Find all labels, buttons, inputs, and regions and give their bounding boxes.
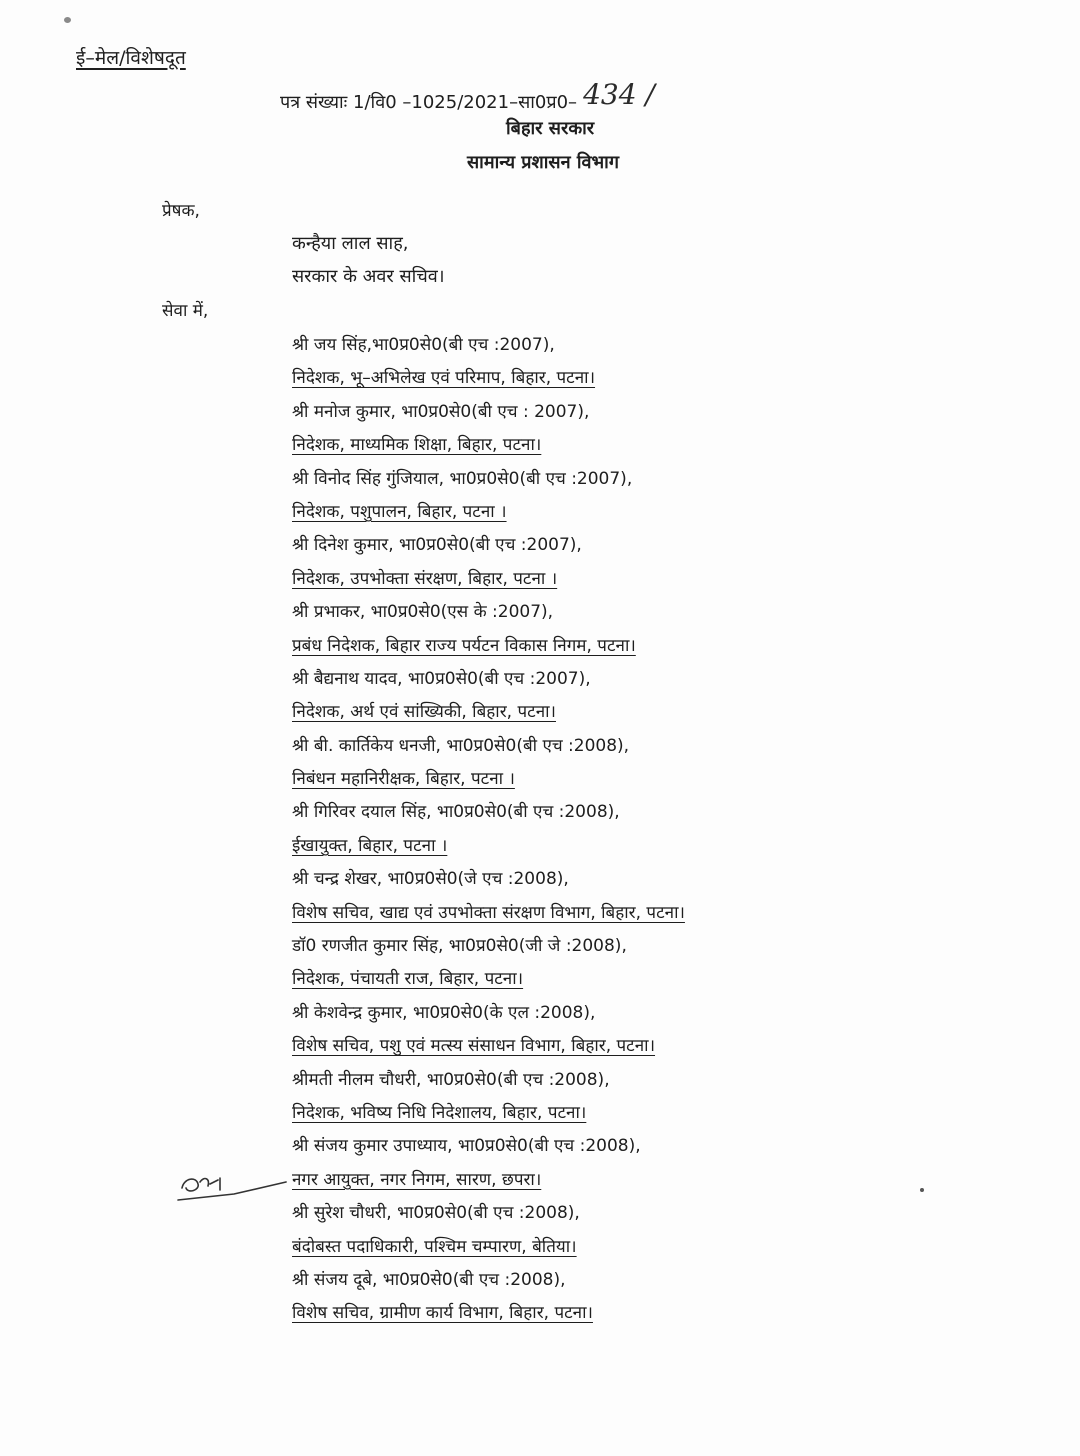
recipient-post: निदेशक, माध्यमिक शिक्षा, बिहार, पटना।: [292, 435, 542, 456]
recipient-post: विशेष सचिव, ग्रामीण कार्य विभाग, बिहार, पटना।: [292, 1303, 593, 1324]
recipient-name: श्री प्रभाकर, भा0प्र0से0(एस के :2007),: [292, 602, 554, 623]
recipient-post: ईखायुक्त, बिहार, पटना ।: [292, 835, 448, 856]
sender-name: कन्हैया लाल साह,: [292, 233, 409, 254]
recipient-list: [292, 331, 1052, 1333]
letter-number-handwritten: 434 /: [583, 78, 655, 111]
recipient-name: श्री सुरेश चौधरी, भा0प्र0से0(बी एच :2008),: [292, 1203, 580, 1224]
recipient-post: निदेशक, उपभोक्ता संरक्षण, बिहार, पटना ।: [292, 568, 558, 589]
recipient-name: श्री बी. कार्तिकेय धनजी, भा0प्र0से0(बी एच :2008),: [292, 735, 630, 756]
letter-number: [280, 78, 655, 115]
recipient-post: निदेशक, भू–अभिलेख एवं परिमाप, बिहार, पटना।: [292, 368, 596, 389]
recipient-post: निबंधन महानिरीक्षक, बिहार, पटना ।: [292, 769, 515, 790]
recipient-post: प्रबंध निदेशक, बिहार राज्य पर्यटन विकास निगम, पटना।: [292, 635, 636, 656]
handwritten-initial-mark: [174, 1160, 294, 1210]
recipient-name: श्रीमती नीलम चौधरी, भा0प्र0से0(बी एच :2008),: [292, 1069, 610, 1090]
delivery-mode: ई–मेल/विशेषदूत: [76, 47, 186, 69]
recipient-post: बंदोबस्त पदाधिकारी, पश्चिम चम्पारण, बेतिया।: [292, 1236, 577, 1257]
government-heading: बिहार सरकार: [506, 118, 595, 139]
to-label: सेवा में,: [162, 301, 209, 321]
recipient-name: श्री विनोद सिंह गुंजियाल, भा0प्र0से0(बी एच :2007),: [292, 468, 633, 489]
recipient-name: श्री गिरिवर दयाल सिंह, भा0प्र0से0(बी एच :2008),: [292, 802, 620, 823]
recipient-post: नगर आयुक्त, नगर निगम, सारण, छपरा।: [292, 1169, 542, 1190]
recipient-name: श्री दिनेश कुमार, भा0प्र0से0(बी एच :2007),: [292, 535, 582, 556]
recipient-post: निदेशक, पंचायती राज, बिहार, पटना।: [292, 969, 524, 990]
recipient-name: श्री जय सिंह,भा0प्र0से0(बी एच :2007),: [292, 335, 555, 355]
scan-speck: [64, 17, 71, 23]
recipient-name: श्री संजय कुमार उपाध्याय, भा0प्र0से0(बी एच :2008),: [292, 1136, 641, 1157]
recipient-post: विशेष सचिव, पशु एवं मत्स्य संसाधन विभाग, बिहार, पटना।: [292, 1036, 656, 1057]
scan-dot: [920, 1188, 924, 1192]
sender-label: प्रेषक,: [162, 201, 200, 221]
department-heading: सामान्य प्रशासन विभाग: [467, 152, 619, 173]
letter-number-text: पत्र संख्याः 1/वि0 –1025/2021–सा0प्र0–: [280, 92, 578, 113]
sender-designation: सरकार के अवर सचिव।: [292, 266, 445, 287]
recipient-name: श्री मनोज कुमार, भा0प्र0से0(बी एच : 2007),: [292, 401, 590, 422]
recipient-name: श्री संजय दूबे, भा0प्र0से0(बी एच :2008),: [292, 1269, 566, 1290]
recipient-post: निदेशक, भविष्य निधि निदेशालय, बिहार, पटना।: [292, 1102, 587, 1123]
recipient-post: निदेशक, अर्थ एवं सांख्यिकी, बिहार, पटना।: [292, 702, 556, 723]
recipient-name: श्री केशवेन्द्र कुमार, भा0प्र0से0(के एल :2008),: [292, 1002, 596, 1023]
recipient-name: श्री बैद्यनाथ यादव, भा0प्र0से0(बी एच :2007),: [292, 668, 591, 689]
recipient-name: डॉ0 रणजीत कुमार सिंह, भा0प्र0से0(जी जे :2008),: [292, 936, 627, 957]
recipient-post: विशेष सचिव, खाद्य एवं उपभोक्ता संरक्षण विभाग, बिहार, पटना।: [292, 902, 685, 923]
recipient-name: श्री चन्द्र शेखर, भा0प्र0से0(जे एच :2008),: [292, 869, 569, 890]
recipient-post: निदेशक, पशुपालन, बिहार, पटना ।: [292, 501, 507, 522]
